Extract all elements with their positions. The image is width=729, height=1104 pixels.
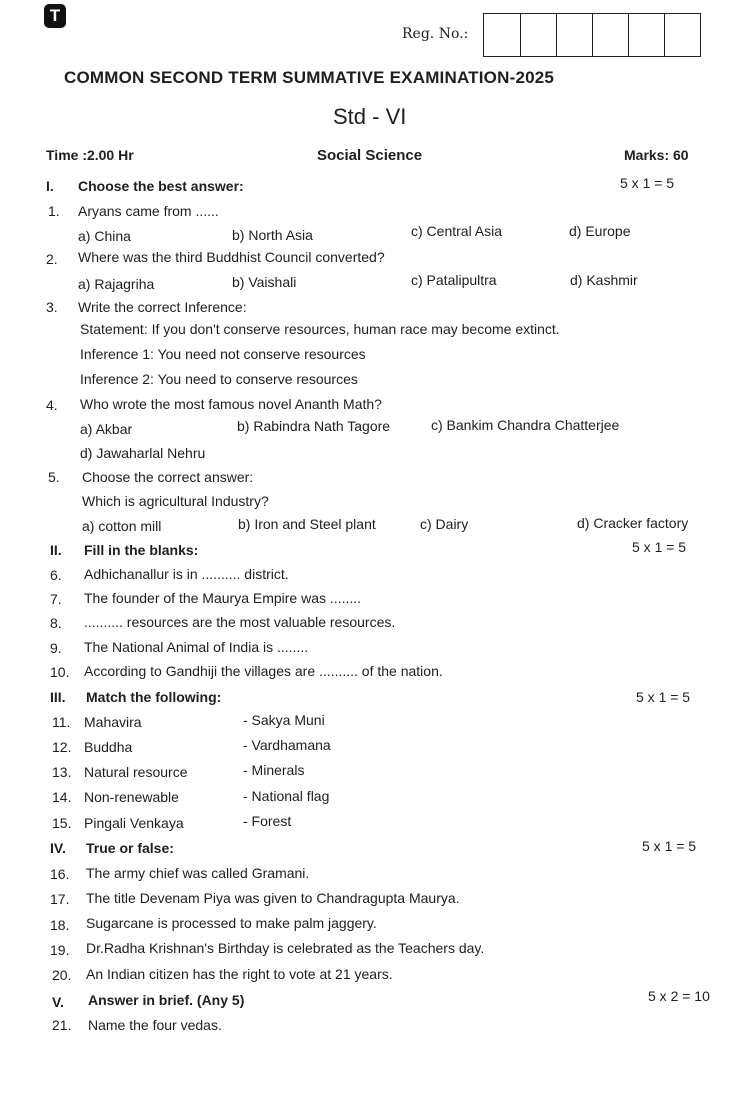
question-number: 2.	[46, 251, 58, 267]
section-title: Fill in the blanks:	[84, 542, 199, 558]
reg-no-boxes	[483, 13, 701, 57]
match-left: Pingali Venkaya	[84, 815, 184, 831]
time-label: Time :2.00 Hr	[46, 147, 134, 163]
question-text: The army chief was called Gramani.	[86, 865, 310, 881]
section-number: II.	[50, 542, 62, 558]
question-text: Who wrote the most famous novel Ananth Math?	[80, 396, 382, 412]
question-text: Adhichanallur is in .......... district.	[84, 566, 289, 582]
question-number: 8.	[50, 615, 62, 631]
question-text: Dr.Radha Krishnan's Birthday is celebrated as the Teachers day.	[86, 940, 485, 956]
question-text: Where was the third Buddhist Council converted?	[78, 249, 385, 265]
option-d: d) Kashmir	[570, 272, 638, 288]
question-number: 9.	[50, 640, 62, 656]
question-number: 20.	[52, 967, 72, 983]
question-text: Sugarcane is processed to make palm jaggery.	[86, 915, 377, 931]
option-c: c) Central Asia	[411, 223, 503, 239]
question-text: The National Animal of India is ........	[84, 639, 309, 655]
question-number: 13.	[52, 764, 72, 780]
question-number: 15.	[52, 815, 72, 831]
match-left: Natural resource	[84, 764, 188, 780]
section-title: True or false:	[86, 840, 174, 856]
question-text: Name the four vedas.	[88, 1017, 222, 1033]
option-c: c) Patalipultra	[411, 272, 497, 288]
option-b: b) Iron and Steel plant	[238, 516, 376, 532]
match-left: Non-renewable	[84, 789, 179, 805]
section-number: IV.	[50, 840, 66, 856]
question-number: 21.	[52, 1017, 72, 1033]
reg-no-box	[628, 14, 664, 56]
section-number: I.	[46, 178, 54, 194]
question-number: 11.	[52, 714, 71, 730]
option-a: a) China	[78, 228, 131, 244]
section-title: Match the following:	[86, 689, 222, 705]
statement-text: Statement: If you don't conserve resources, human race may become extinct.	[80, 321, 560, 337]
question-number: 5.	[48, 469, 60, 485]
reg-no-box	[556, 14, 592, 56]
section-title: Choose the best answer:	[78, 178, 244, 194]
logo-badge: T	[44, 4, 66, 28]
match-right: - Sakya Muni	[243, 712, 325, 728]
section-marks: 5 x 2 = 10	[648, 988, 710, 1004]
question-text: Aryans came from ......	[78, 203, 219, 219]
section-marks: 5 x 1 = 5	[620, 175, 675, 191]
question-number: 4.	[46, 397, 58, 413]
marks-label: Marks: 60	[624, 147, 689, 163]
option-d: d) Cracker factory	[577, 515, 689, 531]
reg-no-box	[592, 14, 628, 56]
option-c: c) Bankim Chandra Chatterjee	[431, 417, 620, 433]
option-b: b) North Asia	[232, 227, 313, 243]
question-text: Choose the correct answer:	[82, 469, 254, 485]
section-marks: 5 x 1 = 5	[642, 838, 697, 854]
option-a: a) cotton mill	[82, 518, 162, 534]
question-subtext: Which is agricultural Industry?	[82, 493, 269, 509]
question-number: 10.	[50, 664, 70, 680]
section-marks: 5 x 1 = 5	[632, 539, 687, 555]
option-b: b) Rabindra Nath Tagore	[237, 418, 391, 434]
reg-no-box	[520, 14, 556, 56]
question-number: 3.	[46, 299, 58, 315]
inference-2: Inference 2: You need to conserve resources	[80, 371, 358, 387]
reg-no-box	[484, 14, 520, 56]
question-number: 7.	[50, 591, 62, 607]
exam-title: COMMON SECOND TERM SUMMATIVE EXAMINATION-2025	[64, 68, 555, 87]
match-right: - National flag	[243, 788, 330, 804]
question-text: The title Devenam Piya was given to Chandragupta Maurya.	[86, 890, 460, 906]
match-right: - Vardhamana	[243, 737, 331, 753]
match-left: Mahavira	[84, 714, 142, 730]
option-a: a) Rajagriha	[78, 276, 155, 292]
option-d: d) Jawaharlal Nehru	[80, 445, 206, 461]
question-text: .......... resources are the most valuable resources.	[84, 614, 396, 630]
section-number: III.	[50, 689, 66, 705]
question-number: 12.	[52, 739, 72, 755]
reg-no-box	[664, 14, 700, 56]
match-right: - Minerals	[243, 762, 305, 778]
question-text: The founder of the Maurya Empire was ........	[84, 590, 362, 606]
question-number: 16.	[50, 866, 70, 882]
option-c: c) Dairy	[420, 516, 469, 532]
option-d: d) Europe	[569, 223, 631, 239]
question-text: An Indian citizen has the right to vote at 21 years.	[86, 966, 393, 982]
match-right: - Forest	[243, 813, 292, 829]
question-number: 14.	[52, 789, 72, 805]
subject-label: Social Science	[317, 147, 423, 164]
question-number: 18.	[50, 917, 70, 933]
section-number: V.	[52, 994, 64, 1010]
question-number: 19.	[50, 942, 70, 958]
question-number: 6.	[50, 567, 62, 583]
question-number: 17.	[50, 891, 70, 907]
option-b: b) Vaishali	[232, 274, 297, 290]
question-number: 1.	[48, 203, 60, 219]
reg-no-label: Reg. No.:	[402, 26, 469, 42]
section-title: Answer in brief. (Any 5)	[88, 992, 245, 1008]
match-left: Buddha	[84, 739, 133, 755]
question-text: According to Gandhiji the villages are .......... of the nation.	[84, 663, 443, 679]
question-text: Write the correct Inference:	[78, 299, 247, 315]
inference-1: Inference 1: You need not conserve resources	[80, 346, 366, 362]
standard-label: Std - VI	[333, 104, 407, 129]
option-a: a) Akbar	[80, 421, 133, 437]
section-marks: 5 x 1 = 5	[636, 689, 691, 705]
